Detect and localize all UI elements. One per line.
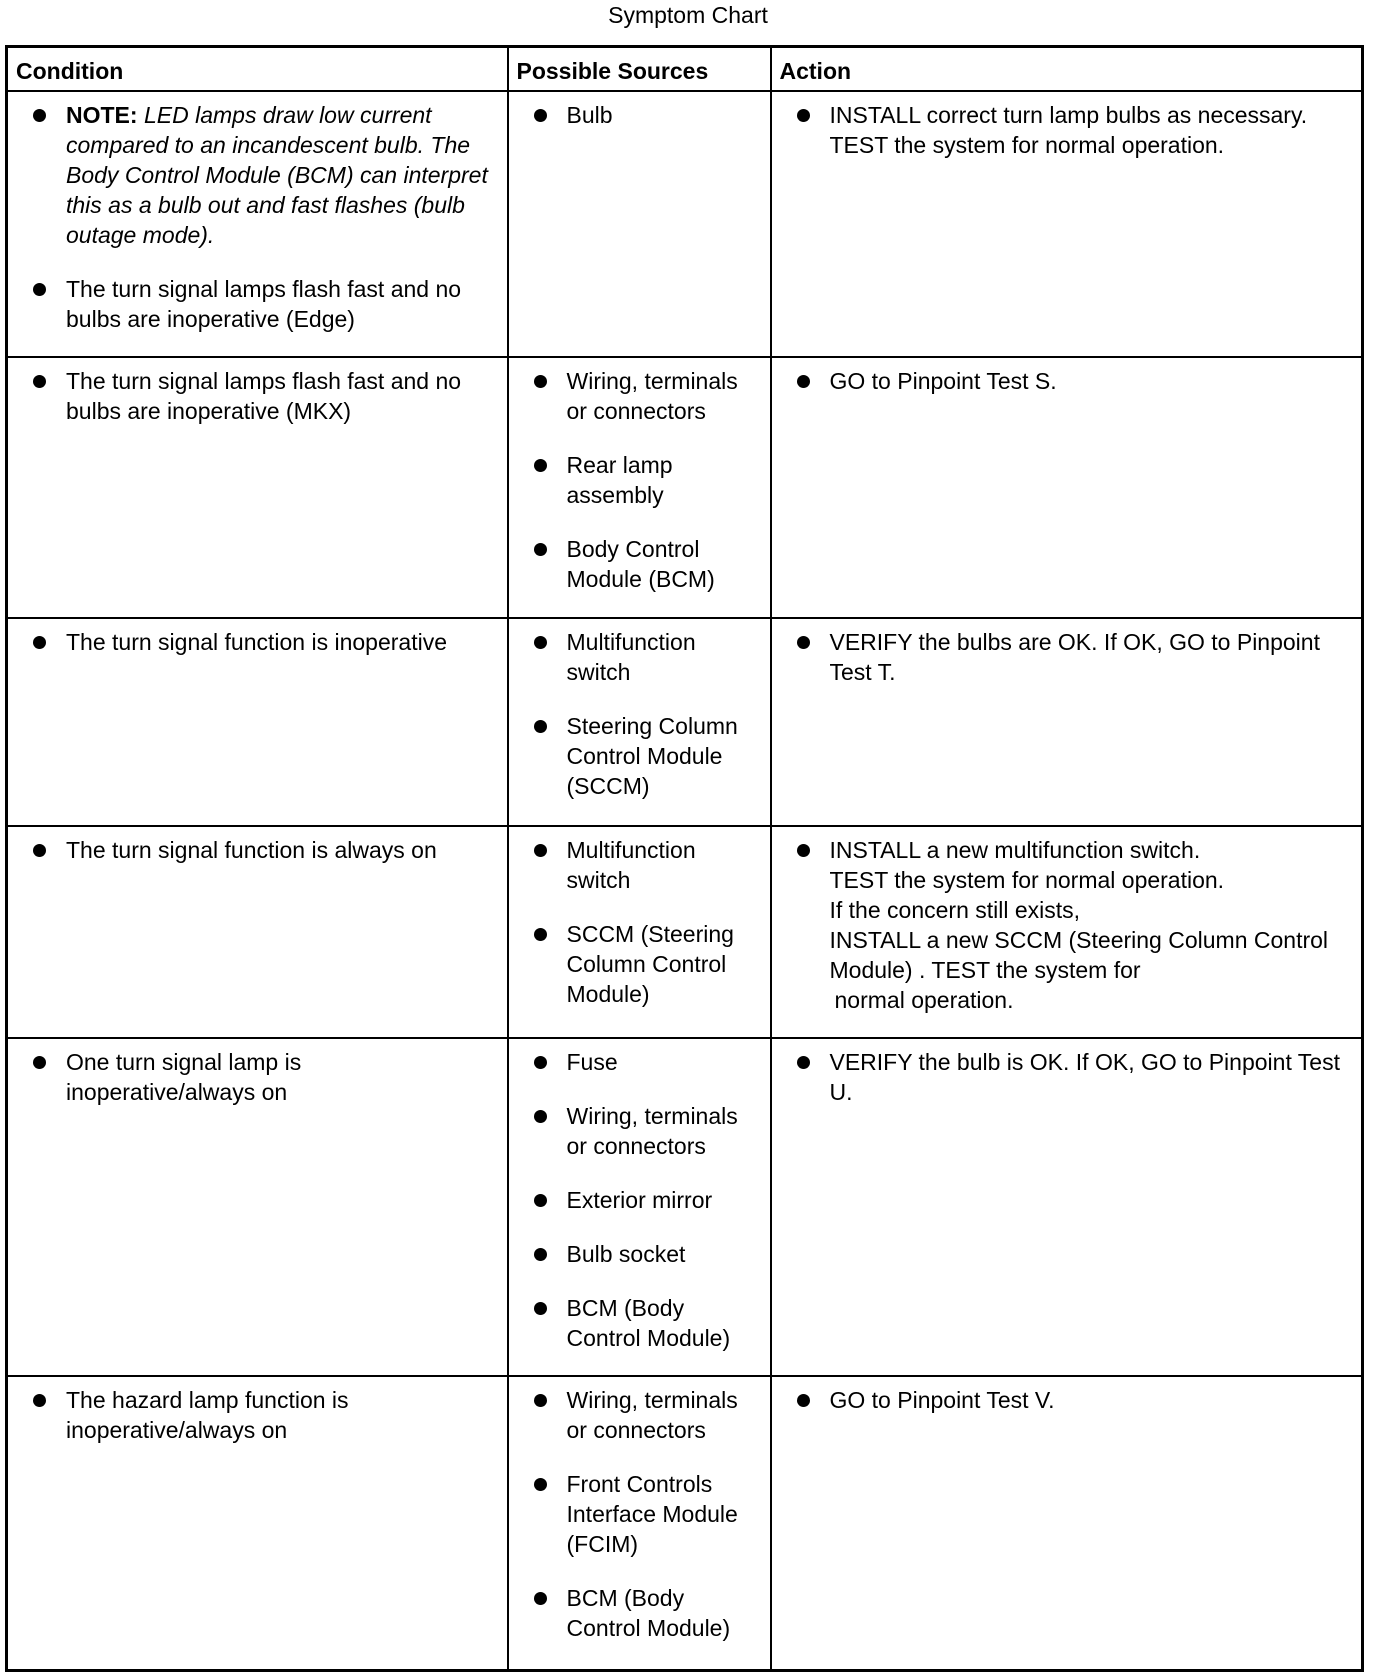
- bullet-icon: [33, 109, 46, 122]
- action-text: INSTALL a new multifunction switch.: [829, 836, 1201, 863]
- source-text: Wiring, terminals or connectors: [566, 1102, 738, 1159]
- bullet-icon: [33, 1056, 46, 1069]
- action-text: GO to Pinpoint Test V.: [829, 1386, 1055, 1413]
- bullet-icon: [534, 459, 547, 472]
- source-text: Exterior mirror: [566, 1186, 713, 1213]
- condition-cell: [7, 1376, 508, 1671]
- action-text: VERIFY the bulb is OK. If OK, GO to Pinpoint Test U.: [829, 1048, 1340, 1105]
- bullet-icon: [33, 844, 46, 857]
- condition-text: The turn signal lamps flash fast and no bulbs are inoperative (Edge): [66, 275, 462, 332]
- header-condition: Condition: [7, 47, 508, 91]
- action-cell: [771, 357, 1363, 618]
- list-item: [772, 1385, 1348, 1415]
- sources-cell: [508, 357, 771, 618]
- source-text: Rear lamp assembly: [566, 451, 673, 508]
- source-text: Bulb: [566, 101, 613, 128]
- table-row: [7, 618, 1363, 826]
- bullet-icon: [534, 636, 547, 649]
- source-text: Fuse: [566, 1048, 618, 1075]
- table-row: [7, 826, 1363, 1038]
- bullet-icon: [797, 636, 810, 649]
- action-text: INSTALL a new SCCM (Steering Column Control Module) . TEST the system for: [829, 926, 1329, 983]
- list-item: [8, 274, 493, 334]
- list-item: [8, 835, 493, 865]
- list-item: [509, 711, 756, 801]
- bullet-icon: [797, 375, 810, 388]
- action-text: If the concern still exists,: [829, 896, 1081, 923]
- bullet-icon: [534, 1056, 547, 1069]
- note-label: NOTE:: [66, 101, 138, 128]
- table-row: [7, 1376, 1363, 1671]
- bullet-icon: [534, 1110, 547, 1123]
- condition-cell: [7, 1038, 508, 1376]
- bullet-icon: [534, 1478, 547, 1491]
- bullet-icon: [33, 375, 46, 388]
- bullet-icon: [534, 928, 547, 941]
- bullet-icon: [534, 375, 547, 388]
- sources-cell: [508, 1376, 771, 1671]
- condition-cell: [7, 618, 508, 826]
- list-item: [509, 1583, 756, 1643]
- bullet-icon: [534, 109, 547, 122]
- condition-text: The turn signal function is always on: [66, 836, 437, 863]
- source-text: Wiring, terminals or connectors: [566, 367, 738, 424]
- header-row: [7, 47, 1363, 91]
- note-text: LED lamps draw low current compared to an incandescent bulb. The Body Control Module (BCM) can interpret this as a bulb out and fast flashes (bulb outage mode).: [66, 101, 488, 248]
- source-text: Front Controls Interface Module (FCIM): [566, 1470, 738, 1557]
- source-text: Bulb socket: [566, 1240, 686, 1267]
- source-text: BCM (Body Control Module): [566, 1584, 731, 1641]
- list-item: [509, 1385, 756, 1445]
- list-item: [772, 100, 1348, 160]
- source-text: Steering Column Control Module (SCCM): [566, 712, 738, 799]
- bullet-icon: [534, 720, 547, 733]
- list-item: [509, 534, 756, 594]
- list-item: [509, 919, 756, 1009]
- list-item: [8, 627, 493, 657]
- table-row: [7, 357, 1363, 618]
- source-text: BCM (Body Control Module): [566, 1294, 731, 1351]
- action-text: INSTALL correct turn lamp bulbs as necessary. TEST the system for normal operation.: [829, 101, 1308, 158]
- action-text: TEST the system for normal operation.: [829, 866, 1225, 893]
- action-cell: [771, 826, 1363, 1038]
- source-text: Multifunction switch: [566, 628, 696, 685]
- list-item: [509, 450, 756, 510]
- sources-cell: [508, 826, 771, 1038]
- bullet-icon: [797, 109, 810, 122]
- action-text: GO to Pinpoint Test S.: [829, 367, 1057, 394]
- list-item: [772, 835, 1348, 1015]
- sources-cell: [508, 91, 771, 357]
- condition-text: One turn signal lamp is inoperative/always on: [66, 1048, 302, 1105]
- list-item: [509, 1239, 756, 1269]
- bullet-icon: [534, 1592, 547, 1605]
- bullet-icon: [534, 1394, 547, 1407]
- header-action: Action: [771, 47, 1363, 91]
- action-cell: [771, 91, 1363, 357]
- source-text: SCCM (Steering Column Control Module): [566, 920, 734, 1007]
- source-text: Multifunction switch: [566, 836, 696, 893]
- list-item: [509, 835, 756, 895]
- condition-cell: [7, 91, 508, 357]
- table-row: [7, 91, 1363, 357]
- list-item: [509, 366, 756, 426]
- bullet-icon: [797, 1394, 810, 1407]
- header-possible-sources: Possible Sources: [508, 47, 771, 91]
- source-text: Body Control Module (BCM): [566, 535, 715, 592]
- action-text: VERIFY the bulbs are OK. If OK, GO to Pinpoint Test T.: [829, 628, 1320, 685]
- list-item: [509, 1047, 756, 1077]
- list-item: [509, 1185, 756, 1215]
- bullet-icon: [534, 1194, 547, 1207]
- symptom-chart-table: [5, 45, 1364, 1672]
- bullet-icon: [797, 1056, 810, 1069]
- bullet-icon: [534, 543, 547, 556]
- list-item: [772, 627, 1348, 687]
- action-cell: [771, 1038, 1363, 1376]
- list-item: [8, 1385, 493, 1445]
- chart-title: Symptom Chart: [608, 2, 768, 28]
- action-cell: [771, 1376, 1363, 1671]
- source-text: Wiring, terminals or connectors: [566, 1386, 738, 1443]
- list-item: [8, 100, 493, 250]
- condition-text: The hazard lamp function is inoperative/always on: [66, 1386, 349, 1443]
- bullet-icon: [33, 283, 46, 296]
- list-item: [772, 1047, 1348, 1107]
- sources-cell: [508, 618, 771, 826]
- action-cell: [771, 618, 1363, 826]
- condition-text: The turn signal function is inoperative: [66, 628, 447, 655]
- list-item: [8, 366, 493, 426]
- list-item: [509, 1469, 756, 1559]
- list-item: [8, 1047, 493, 1107]
- list-item: [509, 1293, 756, 1353]
- bullet-icon: [534, 844, 547, 857]
- bullet-icon: [534, 1248, 547, 1261]
- list-item: [509, 627, 756, 687]
- condition-cell: [7, 826, 508, 1038]
- sources-cell: [508, 1038, 771, 1376]
- condition-cell: [7, 357, 508, 618]
- bullet-icon: [33, 636, 46, 649]
- condition-text: The turn signal lamps flash fast and no bulbs are inoperative (MKX): [66, 367, 462, 424]
- bullet-icon: [534, 1302, 547, 1315]
- action-text: normal operation.: [834, 986, 1014, 1013]
- list-item: [509, 100, 756, 130]
- table-row: [7, 1038, 1363, 1376]
- list-item: [772, 366, 1348, 396]
- bullet-icon: [797, 844, 810, 857]
- list-item: [509, 1101, 756, 1161]
- bullet-icon: [33, 1394, 46, 1407]
